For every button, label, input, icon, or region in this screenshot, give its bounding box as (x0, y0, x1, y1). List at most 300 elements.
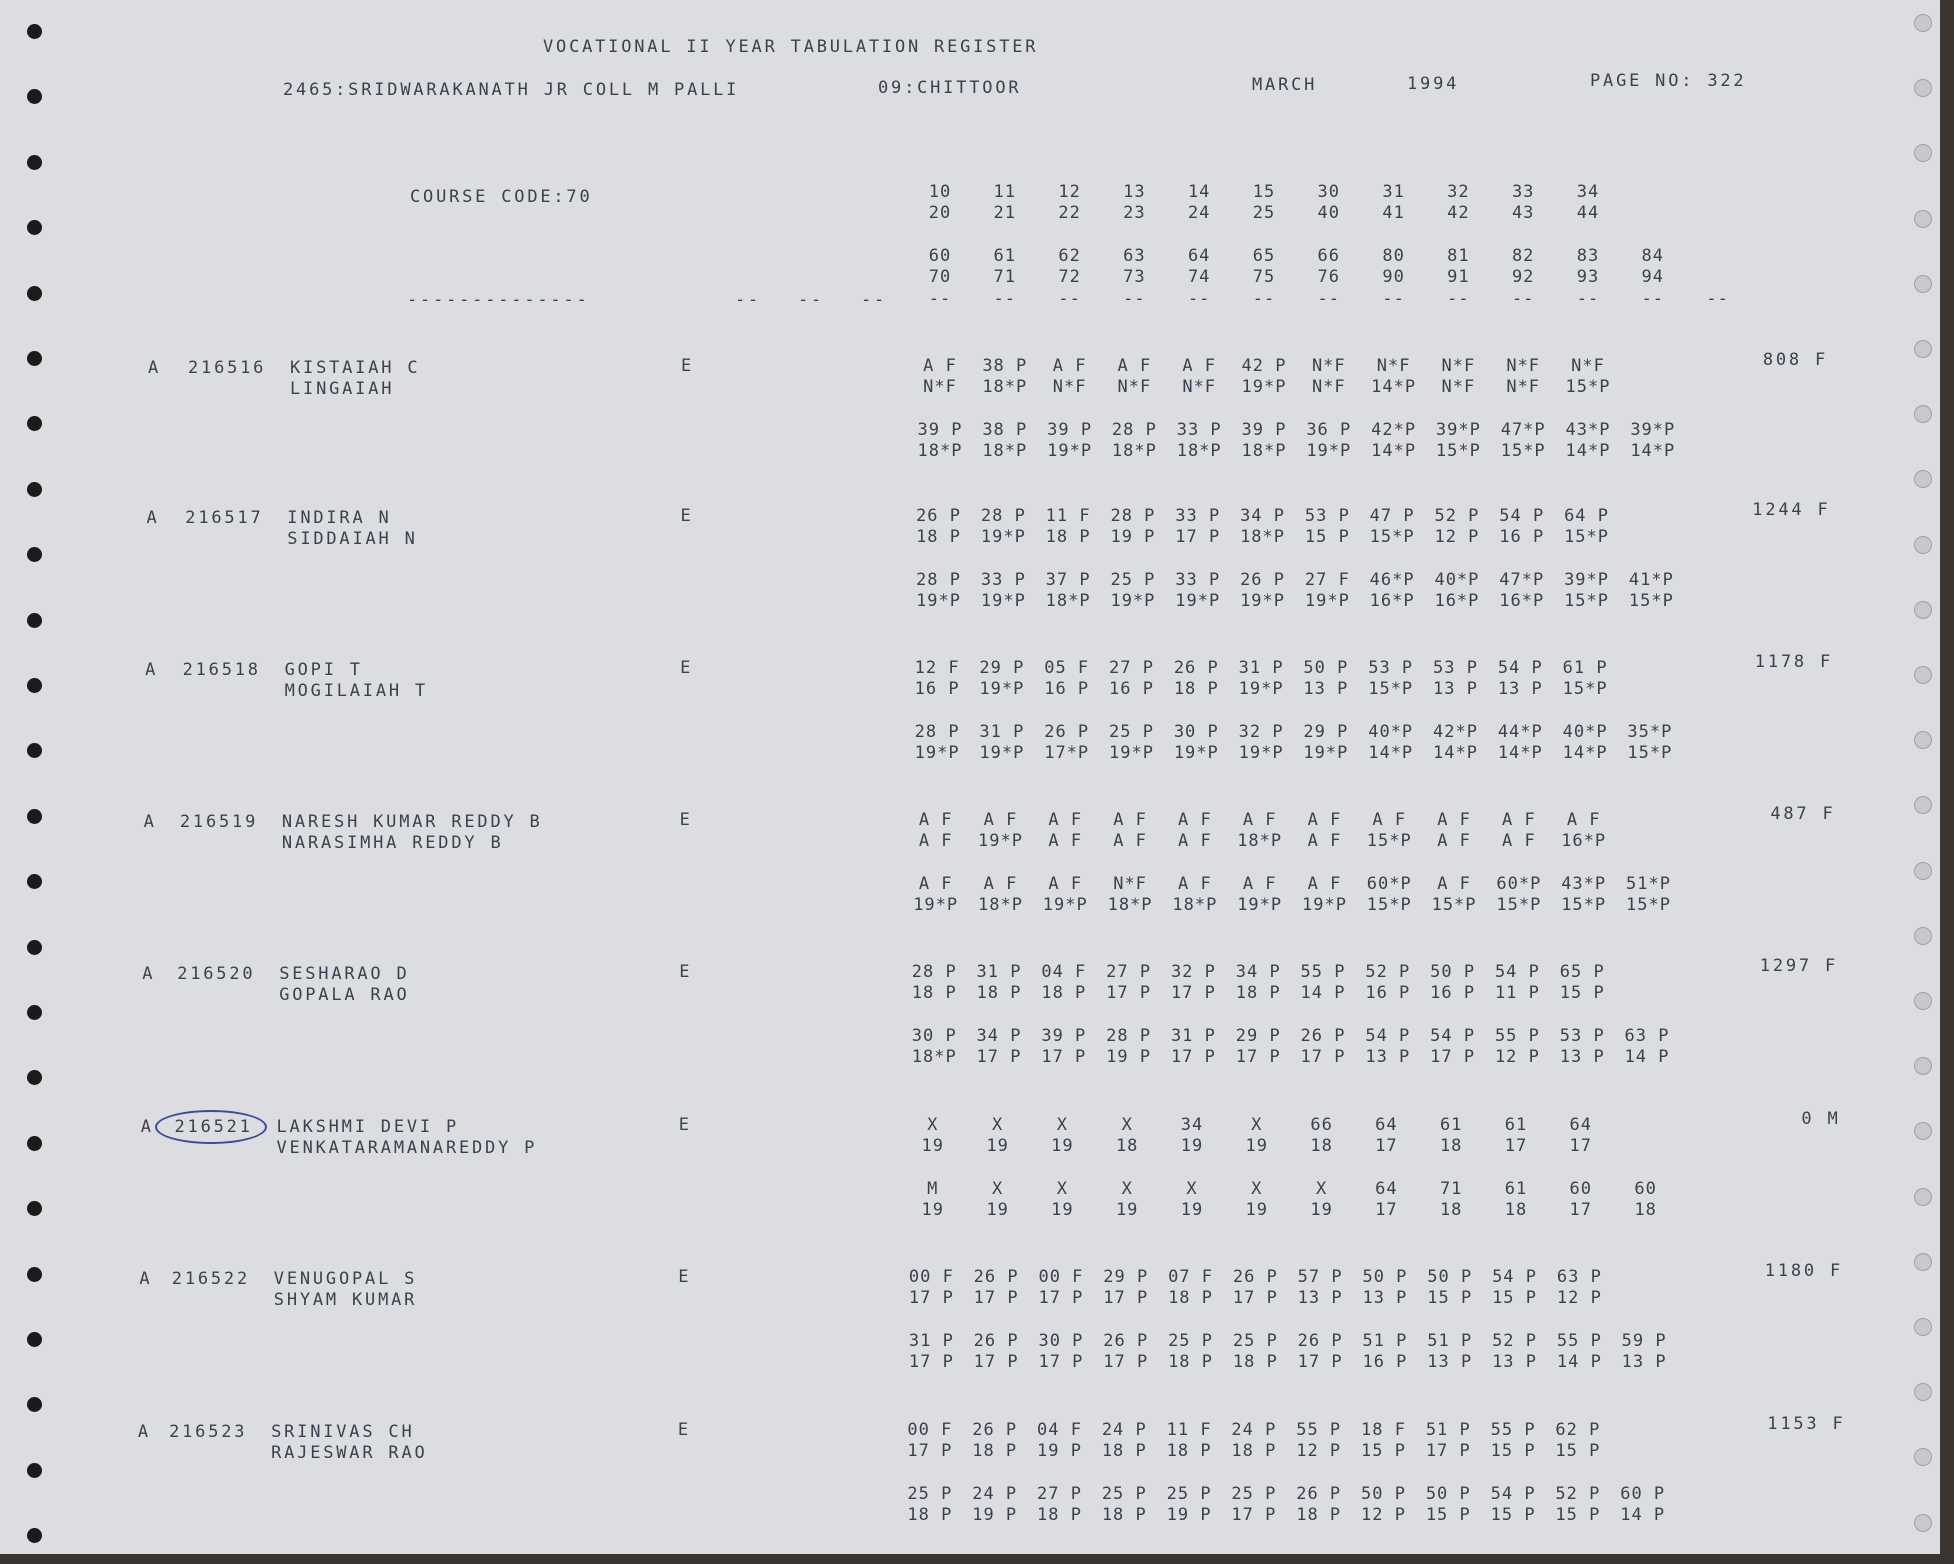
mark-cell: X (927, 1115, 939, 1135)
subject-code: 62 (1058, 246, 1081, 266)
subject-code: 15 (1252, 182, 1276, 202)
subject-code: 32 (1447, 182, 1470, 202)
mark-cell: 19*P (1237, 895, 1283, 915)
mark-cell: X (1251, 1179, 1263, 1199)
tractor-hole (27, 809, 42, 824)
mark-cell: 19*P (1047, 441, 1093, 461)
subject-code: 12 (1058, 182, 1081, 202)
student-name: SESHARAO D (279, 964, 410, 984)
tractor-hole (27, 613, 42, 628)
total-result: 487 F (1770, 804, 1836, 824)
result-grade: A (137, 1422, 151, 1442)
mark-cell: 13 P (1365, 1047, 1411, 1067)
mark-cell: 15*P (1628, 591, 1674, 611)
mark-cell: 18 P (1101, 1441, 1147, 1461)
medium-code: E (677, 1420, 691, 1440)
mark-cell: 13 P (1303, 679, 1349, 699)
mark-cell: 25 P (1166, 1484, 1212, 1504)
mark-cell: 17 P (908, 1288, 954, 1308)
mark-cell: 16 P (1044, 679, 1090, 699)
mark-cell: 18*P (1172, 895, 1218, 915)
mark-cell: 18 P (1296, 1505, 1342, 1525)
column-dash: -- (928, 289, 952, 309)
mark-cell: 15*P (1366, 831, 1412, 851)
mark-cell: 15*P (1369, 527, 1415, 547)
mark-cell: 19*P (1303, 743, 1349, 763)
mark-cell: 18*P (911, 1047, 957, 1067)
mark-cell: A F (1178, 874, 1212, 894)
result-grade: A (148, 358, 162, 378)
subject-code: 82 (1511, 246, 1535, 266)
mark-cell: 28 P (914, 722, 960, 742)
mark-cell: 17 P (1175, 527, 1221, 547)
total-result: 1180 F (1764, 1261, 1843, 1281)
mark-cell: 61 (1504, 1179, 1528, 1199)
mark-cell: 64 (1375, 1115, 1398, 1135)
mark-cell: 15*P (1435, 441, 1481, 461)
mark-cell: 39 P (1241, 420, 1287, 440)
tractor-hole (1914, 601, 1932, 619)
mark-cell: A F (1566, 810, 1601, 830)
mark-cell: A F (1182, 356, 1217, 376)
mark-cell: 55 P (1494, 1026, 1540, 1046)
mark-cell: A F (1502, 810, 1536, 830)
tractor-hole (1914, 1514, 1932, 1532)
mark-cell: A F (1372, 810, 1407, 830)
subject-code: 43 (1511, 203, 1535, 223)
student-name: INDIRA N (287, 508, 392, 528)
subject-code: 24 (1187, 203, 1211, 223)
mark-cell: 15*P (1627, 743, 1673, 763)
mark-cell: A F (923, 356, 957, 376)
mark-cell: 19*P (980, 591, 1026, 611)
subject-code: 65 (1252, 246, 1276, 266)
mark-cell: N*F (1506, 356, 1541, 376)
mark-cell: 60*P (1496, 874, 1542, 894)
parent-name: NARASIMHA REDDY B (281, 833, 504, 853)
mark-cell: 18 P (1037, 1505, 1082, 1525)
mark-cell: 64 (1569, 1115, 1593, 1135)
tractor-hole (1914, 340, 1932, 358)
tractor-hole (27, 89, 42, 104)
mark-cell: 18 (1310, 1136, 1333, 1156)
mark-cell: 62 P (1555, 1420, 1601, 1440)
subject-code: 60 (928, 246, 952, 266)
mark-cell: 14 P (1620, 1505, 1666, 1525)
mark-cell: 19*P (1173, 743, 1219, 763)
mark-cell: 40*P (1368, 722, 1414, 742)
tractor-hole (1914, 927, 1932, 945)
mark-cell: 13 P (1362, 1288, 1408, 1308)
mark-cell: 17 P (1041, 1047, 1087, 1067)
mark-cell: 25 P (1101, 1484, 1147, 1504)
mark-cell: 17 P (1170, 1047, 1216, 1067)
mark-cell: N*F (1441, 377, 1476, 397)
roll-number: 216519 (179, 812, 259, 832)
mark-cell: 25 P (907, 1484, 953, 1504)
mark-cell: 18 P (916, 527, 962, 547)
mark-cell: 11 F (1166, 1420, 1212, 1440)
mark-cell: N*F (1311, 377, 1346, 397)
mark-cell: 19 (986, 1136, 1009, 1156)
subject-code: 75 (1252, 267, 1276, 287)
mark-cell: 25 P (1110, 570, 1156, 590)
mark-cell: 39 P (1047, 420, 1093, 440)
mark-cell: 39*P (1630, 420, 1676, 440)
mark-cell: X (1121, 1179, 1133, 1199)
subject-code: 25 (1252, 203, 1276, 223)
mark-cell: 29 P (1103, 1267, 1149, 1287)
mark-cell: 15 P (1559, 983, 1605, 1003)
tractor-hole (27, 1332, 42, 1347)
mark-cell: 19*P (1241, 377, 1287, 397)
mark-cell: 29 P (1235, 1026, 1281, 1046)
mark-cell: 17 P (1430, 1047, 1476, 1067)
subject-code: 42 (1447, 203, 1470, 223)
mark-cell: A F (1113, 831, 1147, 851)
result-grade: A (146, 508, 160, 528)
mark-cell: 33 P (1176, 420, 1222, 440)
mark-cell: N*F (1113, 874, 1147, 894)
mark-cell: 19 (1180, 1136, 1204, 1156)
mark-cell: 18 (1634, 1200, 1657, 1220)
tractor-hole (27, 1070, 42, 1085)
mark-cell: 14 P (1624, 1047, 1670, 1067)
mark-cell: A F (983, 874, 1018, 894)
mark-cell: X (1251, 1115, 1263, 1135)
mark-cell: 18*P (917, 441, 963, 461)
subject-code: 21 (993, 203, 1017, 223)
mark-cell: 26 P (1300, 1026, 1346, 1046)
mark-cell: 50 P (1303, 658, 1349, 678)
mark-cell: 24 P (1101, 1420, 1147, 1440)
tractor-hole (27, 1136, 42, 1151)
student-name: LAKSHMI DEVI P (276, 1117, 459, 1137)
mark-cell: 18*P (982, 377, 1028, 397)
mark-cell: 31 P (908, 1331, 954, 1351)
mark-cell: A F (1048, 810, 1083, 830)
mark-cell: 19*P (979, 743, 1025, 763)
mark-cell: 17 P (1038, 1288, 1084, 1308)
mark-cell: 19 (1051, 1200, 1074, 1220)
dash-group: -- (798, 290, 825, 310)
parent-name: GOPALA RAO (279, 985, 410, 1005)
mark-cell: 12 P (1434, 527, 1480, 547)
mark-cell: 53 P (1433, 658, 1478, 678)
subject-code: 22 (1058, 203, 1081, 223)
mark-cell: A F (1178, 810, 1212, 830)
mark-cell: 18 P (1045, 527, 1091, 547)
mark-cell: 15 P (1492, 1288, 1538, 1308)
tractor-hole (27, 1201, 42, 1216)
subject-code: 90 (1382, 267, 1405, 287)
mark-cell: 51 P (1425, 1420, 1471, 1440)
mark-cell: 55 P (1300, 962, 1346, 982)
mark-cell: 16 P (1430, 983, 1476, 1003)
page-edge (1940, 0, 1954, 1564)
mark-cell: A F (1242, 810, 1277, 830)
roll-number: 216516 (188, 358, 267, 378)
mark-cell: A F (1437, 810, 1471, 830)
mark-cell: 46*P (1369, 570, 1415, 590)
mark-cell: 17 P (908, 1352, 954, 1372)
exam-month: MARCH (1252, 75, 1318, 95)
mark-cell: 15*P (1561, 895, 1607, 915)
mark-cell: 65 P (1559, 962, 1605, 982)
mark-cell: 34 P (1240, 506, 1286, 526)
mark-cell: 42 P (1241, 356, 1287, 376)
mark-cell: 12 P (1494, 1047, 1540, 1067)
mark-cell: 15*P (1431, 895, 1477, 915)
subject-code: 13 (1123, 182, 1146, 202)
mark-cell: 50 P (1430, 962, 1476, 982)
mark-cell: 14*P (1562, 743, 1608, 763)
mark-cell: 25 P (1109, 722, 1154, 742)
mark-cell: 18*P (1107, 895, 1153, 915)
mark-cell: 13 P (1559, 1047, 1605, 1067)
mark-cell: 60*P (1366, 874, 1412, 894)
mark-cell: 26 P (1240, 570, 1286, 590)
mark-cell: A F (1307, 810, 1342, 830)
total-result: 1297 F (1759, 956, 1838, 976)
mark-cell: A F (1113, 810, 1147, 830)
mark-cell: 18 P (1232, 1352, 1278, 1372)
mark-cell: N*F (1182, 377, 1217, 397)
mark-cell: X (991, 1115, 1004, 1135)
column-dash: -- (1447, 289, 1470, 309)
mark-cell: 17 P (1103, 1288, 1149, 1308)
mark-cell: 71 (1439, 1179, 1463, 1199)
dash-group: -- (735, 290, 762, 310)
mark-cell: 13 P (1433, 679, 1478, 699)
mark-cell: 17 P (1300, 1047, 1346, 1067)
column-dash: -- (1576, 289, 1600, 309)
mark-cell: 04 F (1041, 962, 1087, 982)
mark-cell: 19*P (1042, 895, 1088, 915)
column-dash: -- (1317, 289, 1341, 309)
tractor-hole (1914, 1383, 1932, 1401)
mark-cell: 52 P (1365, 962, 1411, 982)
mark-cell: 18 P (1101, 1505, 1147, 1525)
mark-cell: 61 (1504, 1115, 1528, 1135)
mark-cell: 19 (1180, 1200, 1204, 1220)
tractor-hole (27, 1528, 42, 1543)
mark-cell: 43*P (1565, 420, 1611, 440)
mark-cell: 64 P (1564, 506, 1610, 526)
mark-cell: 37 P (1045, 570, 1091, 590)
column-dash: -- (1641, 289, 1665, 309)
mark-cell: 17 P (1103, 1352, 1149, 1372)
mark-cell: 17 P (1231, 1505, 1277, 1525)
dash-group: -- (861, 290, 888, 310)
mark-cell: 15*P (1625, 895, 1671, 915)
mark-cell: 28 P (1110, 506, 1156, 526)
mark-cell: 44*P (1497, 722, 1543, 742)
mark-cell: 51*P (1625, 874, 1671, 894)
mark-cell: 15 P (1427, 1288, 1473, 1308)
mark-cell: 28 P (916, 570, 962, 590)
column-dash: -- (1382, 289, 1405, 309)
mark-cell: 27 P (1037, 1484, 1082, 1504)
subject-code: 76 (1317, 267, 1341, 287)
total-result: 0 M (1801, 1109, 1841, 1129)
mark-cell: 26 P (1173, 658, 1219, 678)
mark-cell: 39*P (1435, 420, 1481, 440)
mark-cell: 32 P (1170, 962, 1216, 982)
course-code: COURSE CODE:70 (410, 187, 593, 207)
mark-cell: 54 P (1430, 1026, 1476, 1046)
subject-code: 11 (993, 182, 1017, 202)
mark-cell: 17 (1569, 1136, 1593, 1156)
medium-code: E (680, 506, 694, 526)
total-result: 1153 F (1767, 1414, 1846, 1434)
total-result: 808 F (1762, 350, 1828, 370)
roll-number: 216521 (174, 1117, 253, 1137)
mark-cell: A F (1048, 874, 1083, 894)
mark-cell: N*F (1117, 377, 1152, 397)
tractor-hole (27, 678, 42, 693)
mark-cell: 13 P (1497, 679, 1543, 699)
mark-cell: 63 P (1556, 1267, 1602, 1287)
mark-cell: A F (1048, 831, 1083, 851)
mark-cell: X (1056, 1179, 1069, 1199)
mark-cell: 26 P (1296, 1484, 1342, 1504)
mark-cell: 19 P (1110, 527, 1156, 547)
mark-cell: 18 P (907, 1505, 953, 1525)
mark-cell: 35*P (1627, 722, 1673, 742)
mark-cell: 34 (1180, 1115, 1204, 1135)
tractor-hole (27, 743, 42, 758)
parent-name: SHYAM KUMAR (273, 1290, 418, 1310)
mark-cell: A F (918, 831, 953, 851)
result-grade: A (142, 964, 156, 984)
tractor-hole (1914, 275, 1932, 293)
mark-cell: 43*P (1561, 874, 1607, 894)
mark-cell: 16*P (1499, 591, 1545, 611)
column-dash: -- (1511, 289, 1535, 309)
mark-cell: 27 P (1109, 658, 1154, 678)
mark-cell: 19 (921, 1136, 945, 1156)
mark-cell: 19*P (914, 743, 960, 763)
mark-cell: 12 P (1296, 1441, 1342, 1461)
subject-code: 14 (1187, 182, 1211, 202)
subject-code: 92 (1511, 267, 1535, 287)
mark-cell: 50 P (1362, 1267, 1408, 1287)
mark-cell: 38 P (982, 420, 1028, 440)
subject-code: 34 (1576, 182, 1600, 202)
mark-cell: 15*P (1564, 591, 1610, 611)
tractor-hole (27, 1397, 42, 1412)
tractor-hole (1914, 1057, 1932, 1075)
student-name: SRINIVAS CH (271, 1422, 415, 1442)
subject-code: 81 (1447, 246, 1470, 266)
mark-cell: 16 P (914, 679, 960, 699)
subject-code: 64 (1187, 246, 1211, 266)
mark-cell: 14*P (1371, 377, 1417, 397)
tractor-hole (27, 940, 42, 955)
medium-code: E (679, 810, 693, 830)
exam-year: 1994 (1407, 74, 1460, 94)
mark-cell: 15 P (1490, 1441, 1536, 1461)
mark-cell: 18 (1504, 1200, 1528, 1220)
total-result: 1178 F (1754, 652, 1833, 672)
page-edge (0, 1554, 1954, 1564)
mark-cell: A F (983, 810, 1018, 830)
subject-code: 73 (1123, 267, 1146, 287)
mark-cell: 61 (1439, 1115, 1463, 1135)
mark-cell: 18 P (1173, 679, 1219, 699)
parent-name: LINGAIAH (290, 379, 395, 399)
subject-code: 71 (993, 267, 1017, 287)
mark-cell: 28 P (980, 506, 1026, 526)
mark-cell: 15 P (1555, 1505, 1601, 1525)
subject-code: 40 (1317, 203, 1341, 223)
mark-cell: 15*P (1564, 527, 1610, 547)
mark-cell: 26 P (1232, 1267, 1278, 1287)
mark-cell: 14 P (1300, 983, 1346, 1003)
subject-code: 94 (1641, 267, 1665, 287)
mark-cell: 18 P (911, 983, 957, 1003)
mark-cell: X (1186, 1179, 1198, 1199)
mark-cell: 18*P (1176, 441, 1222, 461)
roll-number: 216517 (185, 508, 264, 528)
mark-cell: 54 P (1497, 658, 1543, 678)
mark-cell: 12 P (1361, 1505, 1406, 1525)
mark-cell: 17 P (1038, 1352, 1084, 1372)
mark-cell: 40*P (1562, 722, 1608, 742)
mark-cell: 60 P (1620, 1484, 1666, 1504)
mark-cell: 53 P (1368, 658, 1414, 678)
subject-code: 44 (1576, 203, 1600, 223)
mark-cell: 17 P (1170, 983, 1216, 1003)
mark-cell: 19*P (1304, 591, 1350, 611)
mark-cell: 60 (1634, 1179, 1657, 1199)
subject-code: 23 (1123, 203, 1146, 223)
mark-cell: 15*P (1565, 377, 1611, 397)
mark-cell: 55 P (1490, 1420, 1536, 1440)
mark-cell: 17 (1375, 1136, 1398, 1156)
mark-cell: 25 P (1232, 1331, 1278, 1351)
mark-cell: 12 F (914, 658, 960, 678)
tractor-hole (1914, 796, 1932, 814)
mark-cell: 19*P (1175, 591, 1221, 611)
total-result: 1244 F (1752, 500, 1831, 520)
subject-code: 70 (928, 267, 952, 287)
mark-cell: 51 P (1427, 1331, 1473, 1351)
mark-cell: 54 P (1490, 1484, 1536, 1504)
tractor-hole (1914, 1318, 1932, 1336)
mark-cell: 18 P (972, 1441, 1018, 1461)
column-dash: -- (993, 289, 1017, 309)
subject-code: 84 (1641, 246, 1665, 266)
mark-cell: 16 P (1499, 527, 1545, 547)
mark-cell: 16*P (1561, 831, 1607, 851)
column-dash: -- (1187, 289, 1211, 309)
mark-cell: 19*P (1109, 743, 1154, 763)
mark-cell: 18*P (1045, 591, 1091, 611)
mark-cell: N*F (1571, 356, 1605, 376)
mark-cell: 53 P (1559, 1026, 1605, 1046)
tractor-hole (1914, 1188, 1932, 1206)
mark-cell: 39*P (1564, 570, 1610, 590)
mark-cell: 27 P (1106, 962, 1152, 982)
column-dash: -- (1706, 289, 1729, 309)
mark-cell: 28 P (911, 962, 957, 982)
mark-cell: 19*P (1238, 679, 1284, 699)
parent-name: RAJESWAR RAO (271, 1443, 428, 1463)
mark-cell: 19*P (1110, 591, 1156, 611)
mark-cell: 19 (1245, 1200, 1269, 1220)
